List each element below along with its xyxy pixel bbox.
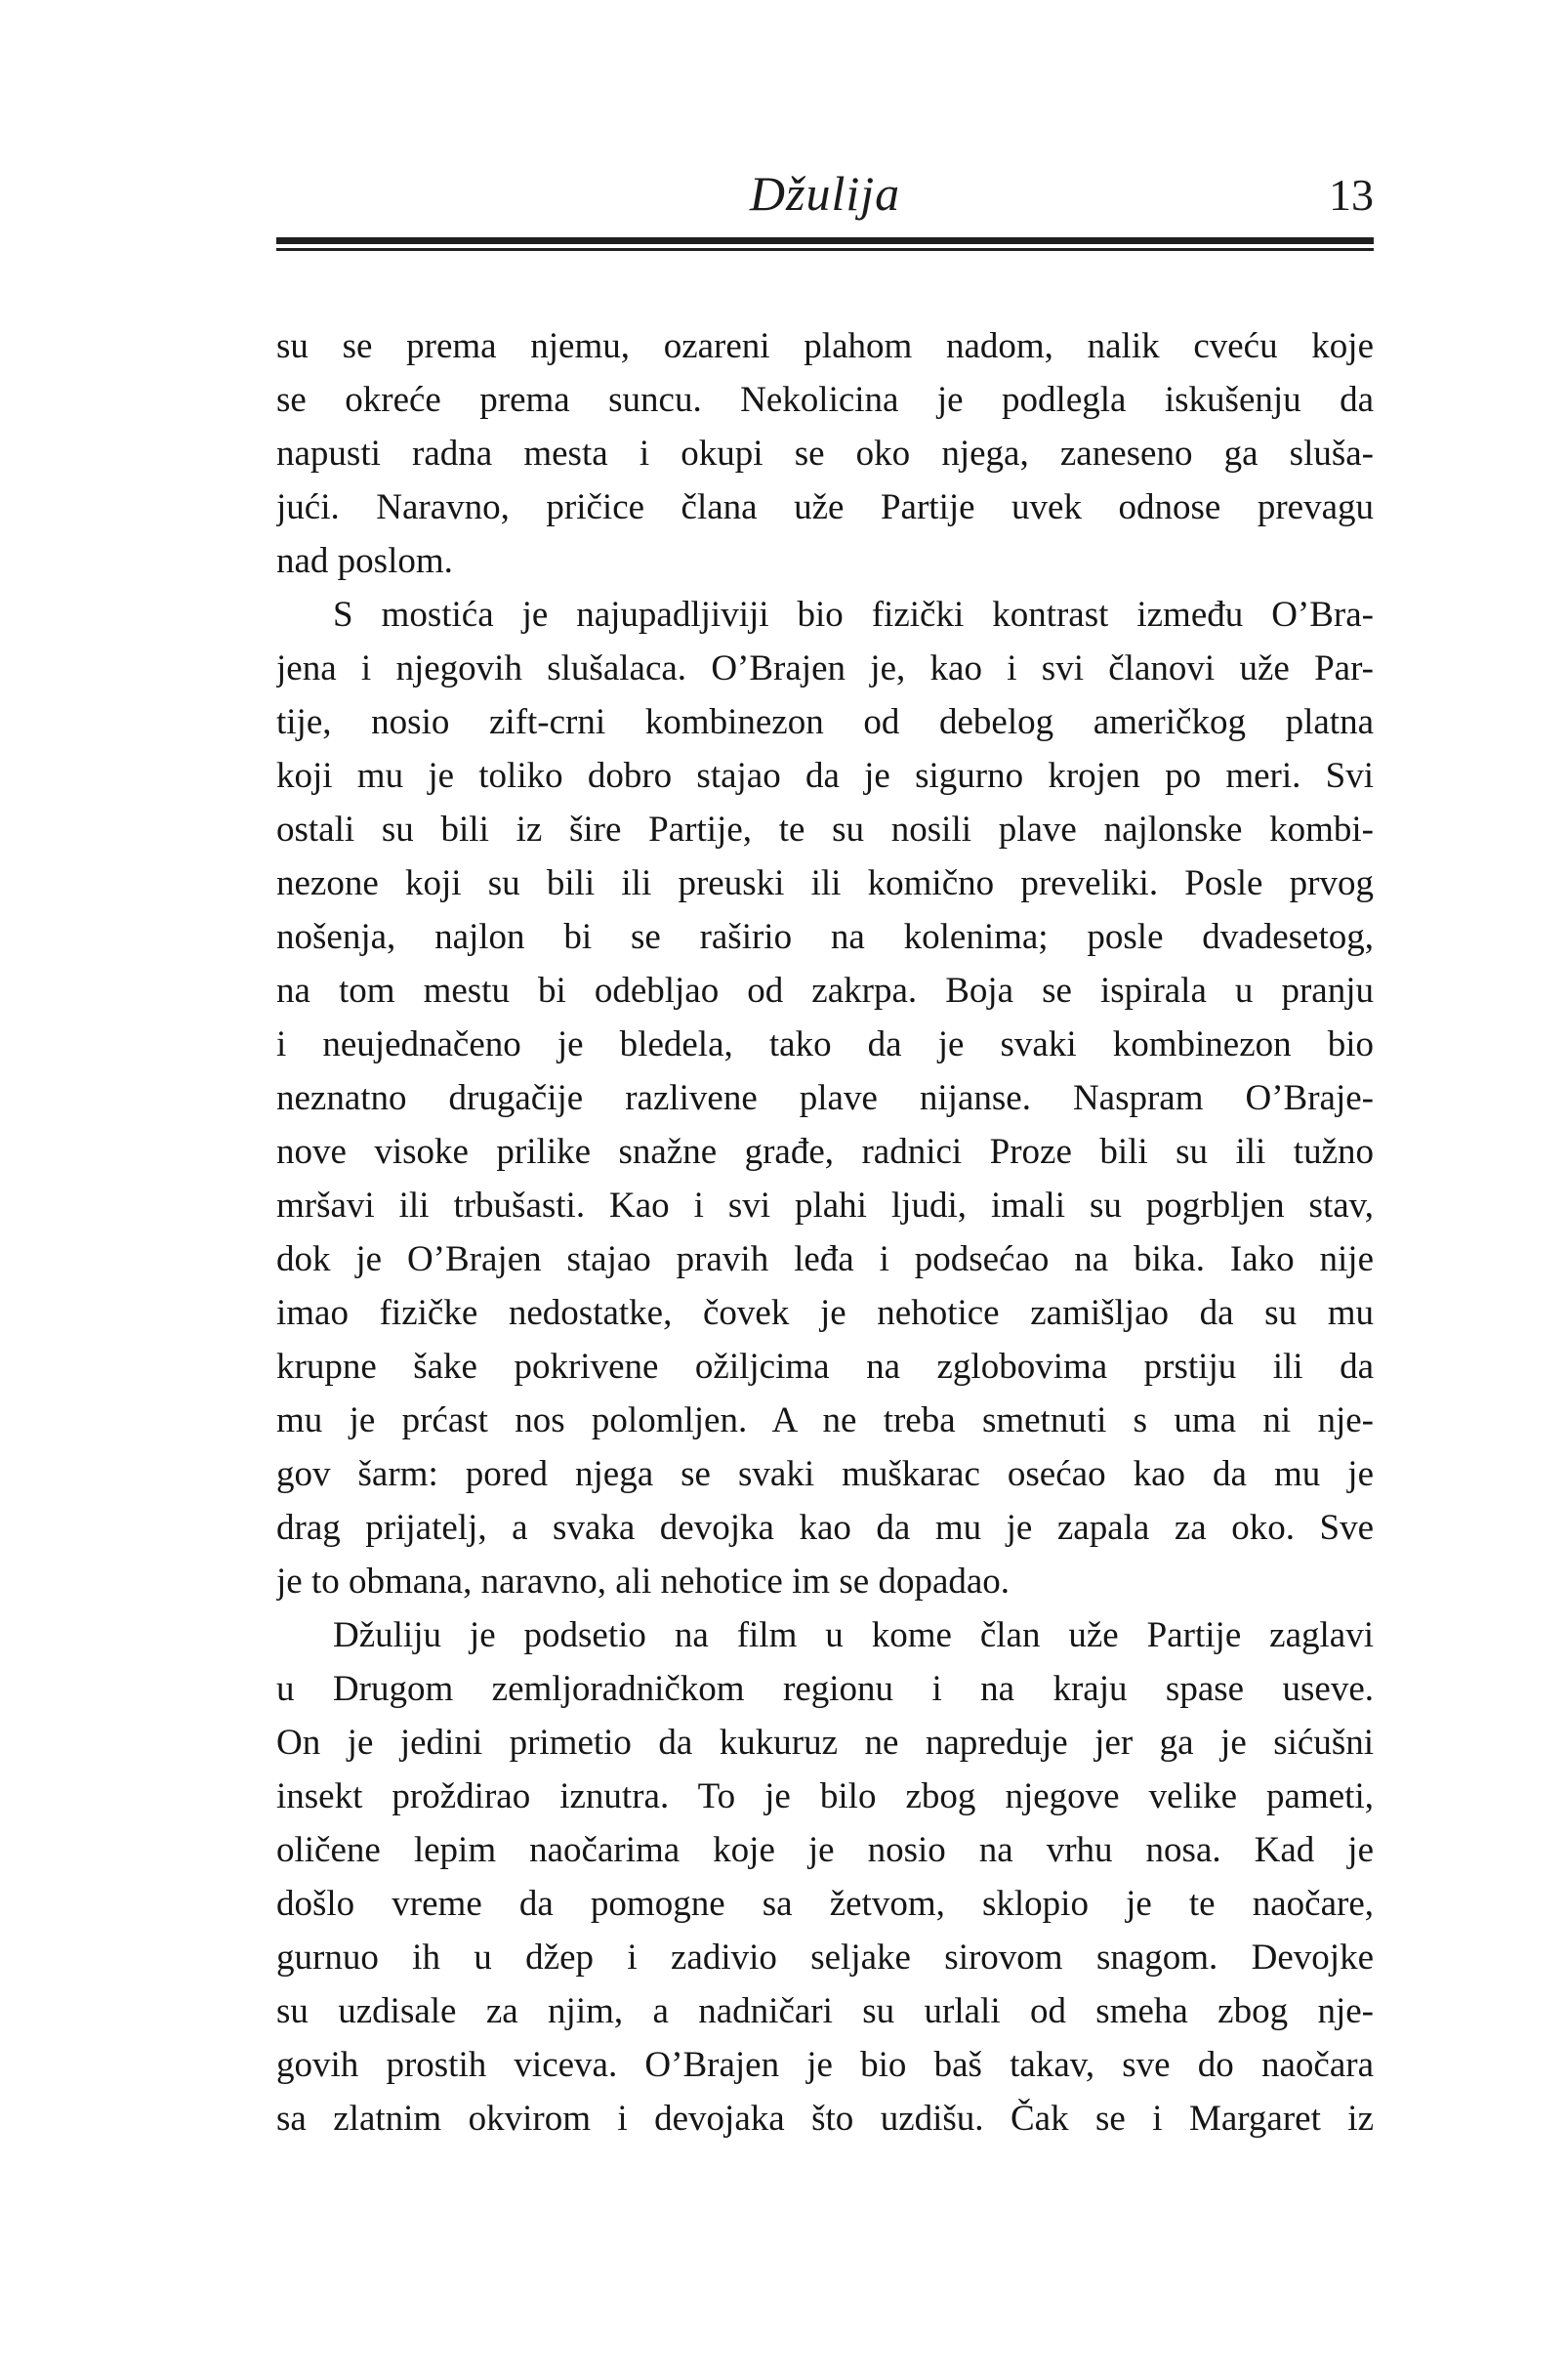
text-line: napusti radna mesta i okupi se oko njega, zaneseno ga sluša- — [276, 434, 1374, 474]
paragraph — [276, 1608, 1374, 2146]
text-line: jući. Naravno, pričice člana uže Partije uvek odnose prevagu — [276, 487, 1374, 527]
text-line: Džuliju je podsetio na film u kome član uže Partije zaglavi — [333, 1615, 1374, 1655]
paragraph — [276, 319, 1374, 588]
text-line: i neujednačeno je bledela, tako da je svaki kombinezon bio — [276, 1024, 1374, 1064]
page-number: 13 — [1329, 170, 1374, 220]
text-line: On je jedini primetio da kukuruz ne napreduje jer ga je sićušni — [276, 1723, 1374, 1763]
text-line: sa zlatnim okvirom i devojaka što uzdišu. Čak se i Margaret iz — [276, 2099, 1374, 2139]
text-line: gov šarm: pored njega se svaki muškarac osećao kao da mu je — [276, 1454, 1374, 1494]
text-line: gurnuo ih u džep i zadivio seljake sirovom snagom. Devojke — [276, 1938, 1374, 1978]
text-line: mu je prćast nos polomljen. A ne treba smetnuti s uma ni nje- — [276, 1400, 1374, 1440]
text-line: nove visoke prilike snažne građe, radnici Proze bili su ili tužno — [276, 1132, 1374, 1172]
text-line: drag prijatelj, a svaka devojka kao da mu je zapala za oko. Sve — [276, 1508, 1374, 1548]
text-line: koji mu je toliko dobro stajao da je sigurno krojen po meri. Svi — [276, 756, 1374, 796]
running-head — [276, 164, 1374, 232]
paragraph — [276, 588, 1374, 1608]
text-line: nezone koji su bili ili preuski ili komično preveliki. Posle prvog — [276, 863, 1374, 903]
text-line: dok je O’Brajen stajao pravih leđa i podsećao na bika. Iako nije — [276, 1239, 1374, 1279]
text-line: ostali su bili iz šire Partije, te su nosili plave najlonske kombi- — [276, 810, 1374, 850]
text-line: insekt proždirao iznutra. To je bilo zbog njegove velike pameti, — [276, 1776, 1374, 1816]
text-line: S mostića je najupadljiviji bio fizički kontrast između O’Bra- — [333, 595, 1374, 635]
text-line: govih prostih viceva. O’Brajen je bio baš takav, sve do naočara — [276, 2045, 1374, 2085]
text-line: mršavi ili trbušasti. Kao i svi plahi ljudi, imali su pogrbljen stav, — [276, 1186, 1374, 1226]
text-line: jena i njegovih slušalaca. O’Brajen je, kao i svi članovi uže Par- — [276, 648, 1374, 688]
text-line: krupne šake pokrivene ožiljcima na zglobovima prstiju ili da — [276, 1347, 1374, 1387]
header-rule-thin — [276, 248, 1374, 251]
text-line: došlo vreme da pomogne sa žetvom, sklopio je te naočare, — [276, 1884, 1374, 1924]
running-head-title: Džulija — [749, 166, 901, 221]
text-line: neznatno drugačije razlivene plave nijanse. Naspram O’Braje- — [276, 1078, 1374, 1118]
text-line: oličene lepim naočarima koje je nosio na vrhu nosa. Kad je — [276, 1830, 1374, 1870]
text-line: nad poslom. — [276, 541, 453, 581]
text-line: u Drugom zemljoradničkom regionu i na kraju spase useve. — [276, 1669, 1374, 1709]
text-line: su se prema njemu, ozareni plahom nadom, nalik cveću koje — [276, 326, 1374, 366]
text-line: imao fizičke nedostatke, čovek je nehotice zamišljao da su mu — [276, 1293, 1374, 1333]
text-line: na tom mestu bi odebljao od zakrpa. Boja se ispirala u pranju — [276, 971, 1374, 1011]
text-line: je to obmana, naravno, ali nehotice im se dopadao. — [276, 1562, 1011, 1602]
header-rule-thick — [276, 237, 1374, 244]
text-line: su uzdisale za njim, a nadničari su urlali od smeha zbog nje- — [276, 1991, 1374, 2031]
text-block — [276, 319, 1374, 2146]
text-line: tije, nosio zift-crni kombinezon od debelog američkog platna — [276, 702, 1374, 742]
text-line: se okreće prema suncu. Nekolicina je podlegla iskušenju da — [276, 380, 1374, 420]
text-line: nošenja, najlon bi se raširio na kolenima; posle dvadesetog, — [276, 917, 1374, 957]
